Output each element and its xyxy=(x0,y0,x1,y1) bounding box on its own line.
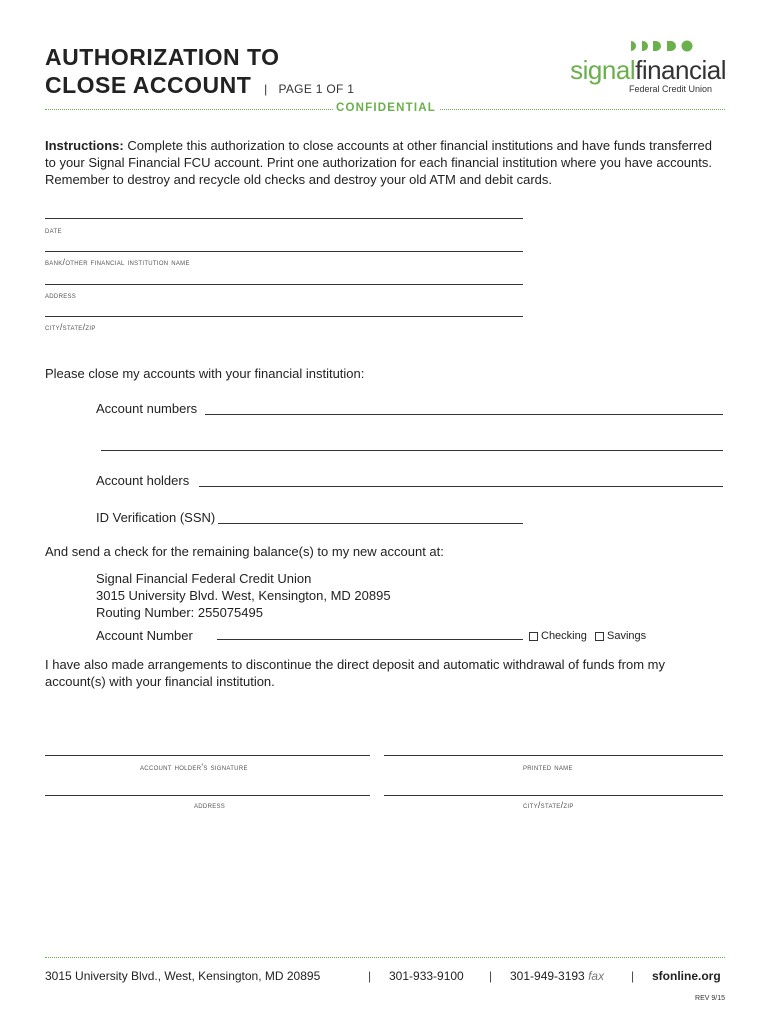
footer-fax-number: 301-949-3193 xyxy=(510,969,585,983)
signer-address-caption: address xyxy=(194,800,226,810)
account-holders-label: Account holders xyxy=(96,473,190,488)
routing-number: Routing Number: 255075495 xyxy=(96,605,263,620)
account-numbers-label: Account numbers xyxy=(96,401,198,416)
date-field[interactable] xyxy=(45,218,523,219)
savings-label: Savings xyxy=(607,630,647,642)
bank-name-caption: bank/other financial institution name xyxy=(45,257,190,267)
logo-dots-icon xyxy=(631,40,731,52)
bank-name-field[interactable] xyxy=(45,251,523,252)
account-numbers-field[interactable] xyxy=(205,414,723,415)
city-state-zip-caption: city/state/zip xyxy=(45,322,96,332)
address-caption: address xyxy=(45,290,77,300)
signature-caption: account holder's signature xyxy=(140,762,248,772)
date-caption: date xyxy=(45,225,62,235)
ssn-field[interactable] xyxy=(218,523,523,524)
checking-label: Checking xyxy=(541,630,587,642)
checking-checkbox[interactable] xyxy=(529,632,538,641)
instructions-text: Complete this authorization to close accounts at other financial institutions and have funds transferred to your Signal Financial FCU account. Print one authorization for each financial institution where you have accounts. Remember to destroy and recycle old checks and destroy your old ATM and debit cards. xyxy=(45,138,712,187)
footer-sep-3: | xyxy=(631,969,635,983)
account-number-label: Account Number xyxy=(96,628,193,643)
signer-city-field[interactable] xyxy=(384,795,723,796)
cu-address: 3015 University Blvd. West, Kensington, MD 20895 xyxy=(96,588,391,603)
cu-name: Signal Financial Federal Credit Union xyxy=(96,571,312,586)
form-title-line2 xyxy=(45,72,354,99)
footer-address: 3015 University Blvd., West, Kensington, MD 20895 xyxy=(45,969,321,983)
savings-checkbox[interactable] xyxy=(595,632,604,641)
city-state-zip-field[interactable] xyxy=(45,316,523,317)
id-verification-label: ID Verification (SSN) xyxy=(96,510,216,525)
instructions-lead: Instructions: xyxy=(45,138,124,153)
footer-sep-2: | xyxy=(489,969,493,983)
revision-label: REV 9/15 xyxy=(695,995,725,1002)
send-intro: And send a check for the remaining balance(s) to my new account at: xyxy=(45,544,444,559)
title-separator: | xyxy=(264,82,268,96)
footer-fax-group xyxy=(510,969,604,983)
close-intro: Please close my accounts with your financial institution: xyxy=(45,366,365,381)
footer-phone: 301-933-9100 xyxy=(389,969,464,983)
logo-wordmark xyxy=(570,55,726,86)
footer-website[interactable]: sfonline.org xyxy=(652,969,721,983)
printed-name-field[interactable] xyxy=(384,755,723,756)
address-field[interactable] xyxy=(45,284,523,285)
page-indicator: PAGE 1 OF 1 xyxy=(278,82,355,96)
footer-sep-1: | xyxy=(368,969,372,983)
account-numbers-field-2[interactable] xyxy=(101,450,723,451)
signer-address-field[interactable] xyxy=(45,795,370,796)
new-account-number-field[interactable] xyxy=(217,639,523,640)
printed-name-caption: printed name xyxy=(523,762,573,772)
confidential-label: CONFIDENTIAL xyxy=(333,102,439,114)
footer-fax-label: fax xyxy=(588,969,605,983)
footer-divider xyxy=(45,957,725,958)
signer-city-caption: city/state/zip xyxy=(523,800,574,810)
account-holders-field[interactable] xyxy=(199,486,723,487)
checking-option[interactable] xyxy=(529,630,587,642)
logo-subtitle: Federal Credit Union xyxy=(628,84,712,94)
logo-signal: signal xyxy=(570,55,636,85)
form-title-text: CLOSE ACCOUNT xyxy=(45,72,252,98)
form-title-line1: AUTHORIZATION TO xyxy=(45,44,280,70)
arrangements-text: I have also made arrangements to discontinue the direct deposit and automatic withdrawal of funds from my account(s) with your financial institution. xyxy=(45,657,665,689)
signature-field[interactable] xyxy=(45,755,370,756)
instructions xyxy=(45,137,715,188)
savings-option[interactable] xyxy=(595,630,646,642)
logo-financial: financial xyxy=(635,55,726,85)
